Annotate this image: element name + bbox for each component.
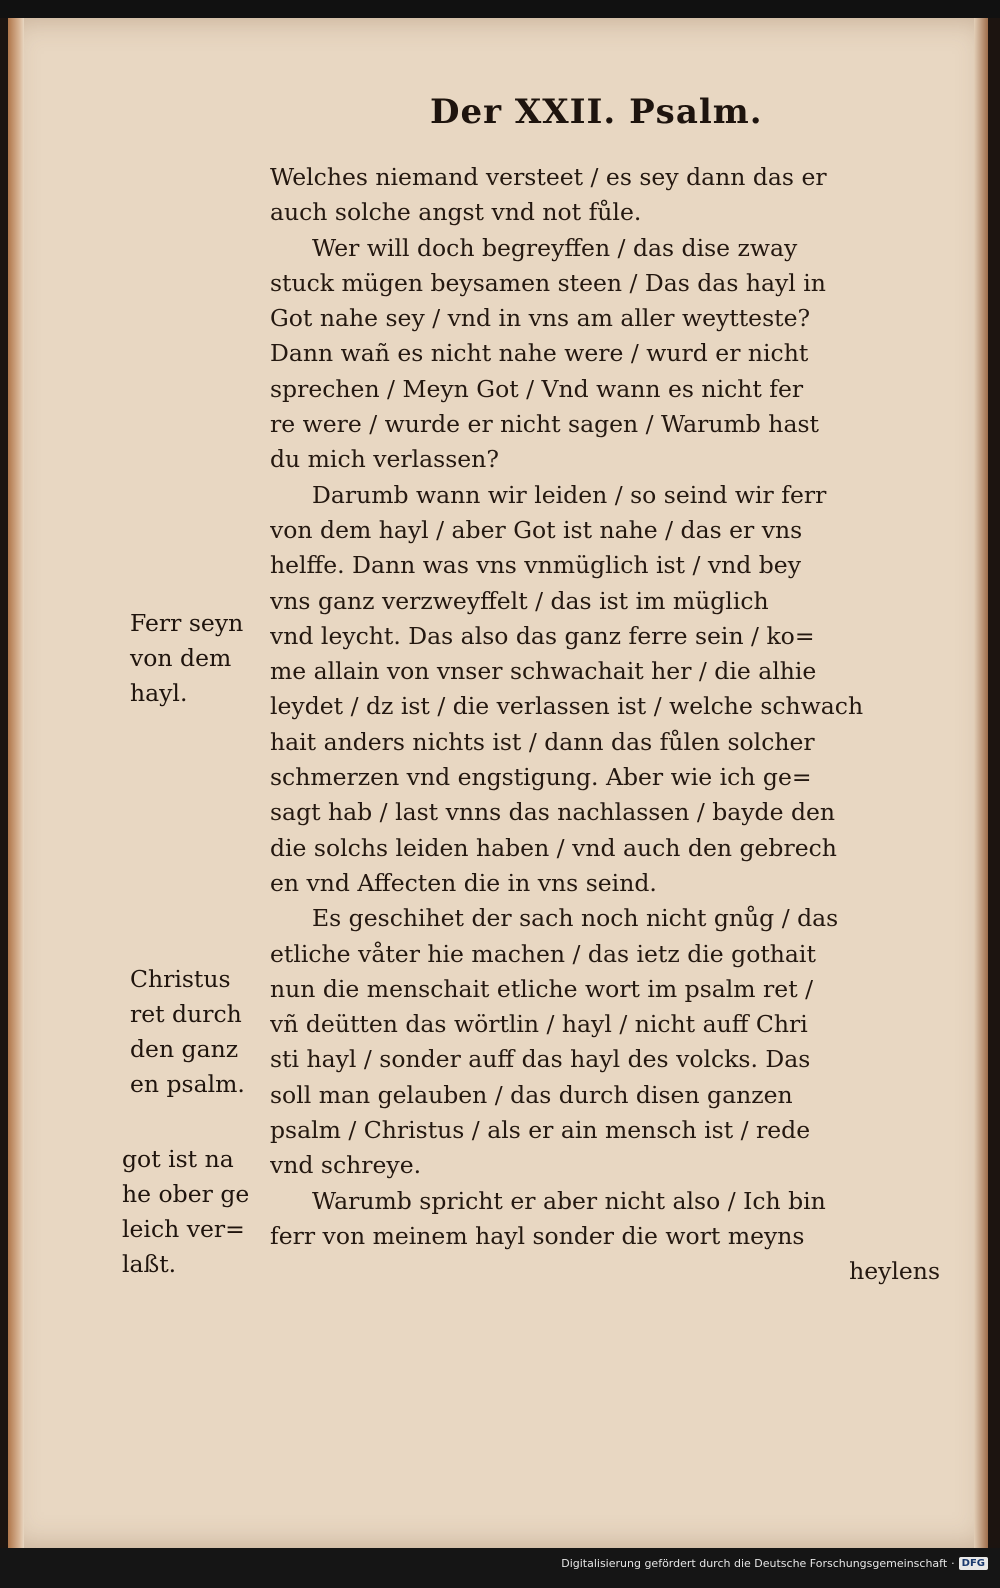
text-line: Darumb wann wir leiden / so seind wir ferr [312, 480, 827, 509]
marginal-note-line: he ober ge [122, 1180, 250, 1208]
text-line: etliche våter hie machen / das ietz die gothait [270, 939, 816, 968]
text-line: du mich verlassen? [270, 445, 499, 474]
text-line: nun die menschait etliche wort im psalm ret / [270, 974, 814, 1003]
text-line: soll man gelauben / das durch disen ganzen [270, 1080, 793, 1109]
marginal-note-line: got ist na [122, 1145, 234, 1173]
text-line: re were / wurde er nicht sagen / Warumb hast [270, 410, 819, 439]
marginal-note-line: hayl. [130, 679, 188, 707]
text-line: Es geschihet der sach noch nicht gnůg / das [312, 904, 839, 933]
marginal-note-line: von dem [130, 644, 232, 672]
text-line: leydet / dz ist / die verlassen ist / welche schwach [270, 692, 864, 721]
text-line: vnd leycht. Das also das ganz ferre sein / ko= [270, 621, 815, 650]
text-line: sti hayl / sonder auff das hayl des volcks. Das [270, 1045, 811, 1074]
body-text [270, 160, 940, 1290]
text-line: en vnd Affecten die in vns seind. [270, 868, 657, 897]
text-line: auch solche angst vnd not fůle. [270, 198, 642, 227]
text-line: me allain von vnser schwachait her / die alhie [270, 657, 817, 686]
marginal-note-line: Ferr seyn [130, 609, 244, 637]
text-line: psalm / Christus / als er ain mensch ist / rede [270, 1116, 811, 1145]
catchword: heylens [849, 1257, 940, 1286]
dfg-logo: DFG [959, 1557, 988, 1570]
text-line: von dem hayl / aber Got ist nahe / das er vns [270, 515, 803, 544]
text-line: vns ganz verzweyffelt / das ist im müglich [270, 586, 769, 615]
text-line: vnd schreye. [270, 1151, 422, 1180]
text-line: Dann wañ es nicht nahe were / wurd er nicht [270, 339, 809, 368]
text-line: sprechen / Meyn Got / Vnd wann es nicht fer [270, 374, 804, 403]
page-outer-edge [974, 18, 988, 1548]
footer-credit: Digitalisierung gefördert durch die Deutsche Forschungsgemeinschaft [561, 1557, 948, 1570]
marginal-note-line: en psalm. [130, 1070, 245, 1098]
text-line: helffe. Dann was vns vnmüglich ist / vnd bey [270, 551, 801, 580]
text-line: Welches niemand versteet / es sey dann das er [270, 163, 827, 191]
text-line: stuck mügen beysamen steen / Das das hayl in [270, 268, 826, 297]
running-head: Der XXII. Psalm. [430, 92, 763, 132]
marginal-note-line: den ganz [130, 1035, 239, 1063]
text-line: schmerzen vnd engstigung. Aber wie ich ge= [270, 763, 812, 792]
marginal-note-3 [122, 1142, 282, 1282]
marginal-note-1 [130, 606, 290, 711]
text-line: hait anders nichts ist / dann das fůlen solcher [270, 727, 815, 756]
page-binding-edge [8, 18, 24, 1548]
marginal-note-line: ret durch [130, 1000, 242, 1028]
marginal-note-line: Christus [130, 965, 231, 993]
top-border [0, 0, 1000, 18]
footer: Digitalisierung gefördert durch die Deutsche Forschungsgemeinschaft · DFG [561, 1557, 988, 1570]
marginal-note-line: leich ver= [122, 1215, 245, 1243]
text-line: Got nahe sey / vnd in vns am aller weytteste? [270, 304, 811, 333]
text-line: sagt hab / last vnns das nachlassen / bayde den [270, 798, 836, 827]
text-line: die solchs leiden haben / vnd auch den gebrech [270, 833, 837, 862]
text-line: Wer will doch begreyffen / das dise zway [312, 233, 798, 262]
text-line: vñ deütten das wörtlin / hayl / nicht auff Chri [270, 1010, 808, 1039]
marginal-note-line: laßt. [122, 1250, 177, 1278]
text-line: Warumb spricht er aber nicht also / Ich bin [312, 1186, 826, 1215]
text-line: ferr von meinem hayl sonder die wort meyns [270, 1221, 805, 1250]
marginal-note-2 [130, 962, 290, 1102]
